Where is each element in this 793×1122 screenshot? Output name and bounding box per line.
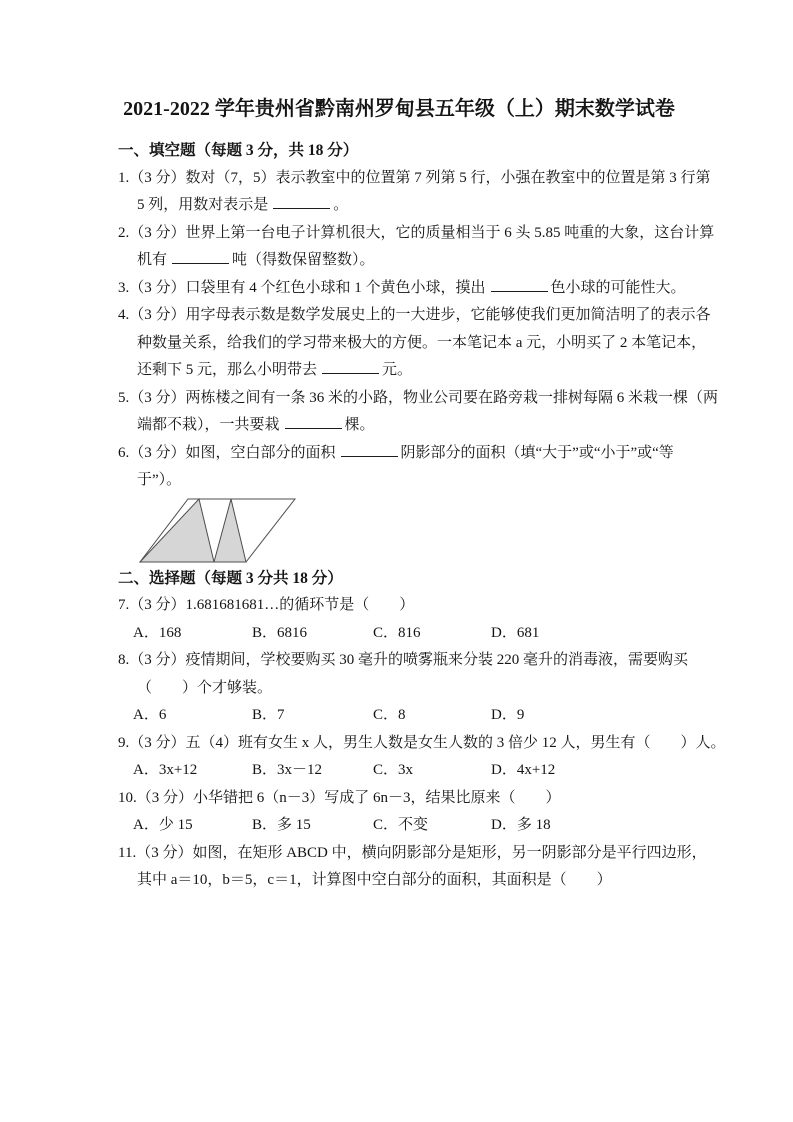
q6-parallelogram-figure xyxy=(118,495,680,565)
question-q4-line-2: 种数量关系，给我们的学习带来极大的方便。一本笔记本 a 元，小明买了 2 本笔记本， xyxy=(137,334,707,351)
question-q4-line-3: 还剩下 5 元，那么小明带去 元。 xyxy=(118,357,680,385)
question-q5-line-1: 5.（3 分）两栋楼之间有一条 36 米的小路，物业公司要在路旁栽一排树每隔 6 米栽一棵（两 xyxy=(118,389,719,406)
question-q1-line-2: 5 列，用数对表示是 。 xyxy=(118,192,680,220)
question-q8-line-2: （ ）个才够装。 xyxy=(137,679,273,696)
question-q10-options xyxy=(118,812,680,840)
question-q8-option-B: B．7 xyxy=(252,707,285,723)
question-q11-line-2: 其中 a＝10，b＝5，c＝1，计算图中空白部分的面积，其面积是（ ） xyxy=(137,872,612,888)
answer-blank xyxy=(285,413,342,429)
question-q7-option-C: C．816 xyxy=(373,624,421,641)
section-2-heading: 二、选择题（每题 3 分共 18 分） xyxy=(118,569,343,587)
question-q7-options xyxy=(118,620,680,648)
question-q9-option-B: B．3x－12 xyxy=(252,762,323,778)
document-body xyxy=(118,96,726,895)
answer-blank xyxy=(172,248,229,264)
question-q3-line-1: 3.（3 分）口袋里有 4 个红色小球和 1 个黄色小球，摸出 色小球的可能性大。 xyxy=(118,275,680,303)
question-q7-option-D: D．681 xyxy=(491,624,540,641)
question-q8-options xyxy=(118,702,680,730)
question-q10-option-C: C．不变 xyxy=(373,817,429,833)
question-q4-line-1: 4.（3 分）用字母表示数是数学发展史上的一大进步，它能够使我们更加简洁明了的表示各 xyxy=(118,307,711,323)
answer-blank xyxy=(322,358,379,374)
question-q9-line-1: 9.（3 分）五（4）班有女生 x 人，男生人数是女生人数的 3 倍少 12 人，男生有（ ）人。 xyxy=(118,734,726,751)
questions-container xyxy=(118,137,726,895)
parallelogram-figure-svg xyxy=(136,495,301,565)
answer-blank xyxy=(273,193,330,209)
question-q11-line-1: 11.（3 分）如图，在矩形 ABCD 中，横向阴影部分是矩形，另一阴影部分是平行四边形， xyxy=(118,844,707,861)
question-q7-option-A: A．168 xyxy=(133,624,182,641)
question-q10-option-D: D．多 18 xyxy=(491,817,551,833)
question-q9-option-D: D．4x+12 xyxy=(491,762,556,778)
question-q9-option-A: A．3x+12 xyxy=(133,762,198,778)
question-q10-option-B: B．多 15 xyxy=(252,817,311,833)
section-1-heading: 一、填空题（每题 3 分，共 18 分） xyxy=(118,142,359,159)
question-q2-line-1: 2.（3 分）世界上第一台电子计算机很大，它的质量相当于 6 头 5.85 吨重的大象，这台计算 xyxy=(118,224,715,241)
question-q8-option-D: D．9 xyxy=(491,707,525,723)
question-q5-line-2: 端都不栽），一共要栽 棵。 xyxy=(118,412,680,440)
answer-blank xyxy=(491,276,548,292)
question-q10-line-1: 10.（3 分）小华错把 6（n－3）写成了 6n－3，结果比原来（ ） xyxy=(118,789,561,806)
question-q9-options xyxy=(118,757,680,785)
question-q10-option-A: A．少 15 xyxy=(133,817,193,833)
question-q7-line-1: 7.（3 分）1.681681681…的循环节是（ ） xyxy=(118,597,415,613)
question-q7-option-B: B．6816 xyxy=(252,624,308,641)
question-q8-option-C: C．8 xyxy=(373,707,406,723)
answer-blank xyxy=(341,441,398,457)
question-q8-line-1: 8.（3 分）疫情期间，学校要购买 30 毫升的喷雾瓶来分装 220 毫升的消毒液，需要购买 xyxy=(118,652,689,668)
page-title: 2021-2022 学年贵州省黔南州罗甸县五年级（上）期末数学试卷 xyxy=(123,98,675,120)
question-q6-line-1: 6.（3 分）如图，空白部分的面积 阴影部分的面积（填“大于”或“小于”或“等 xyxy=(118,440,680,468)
question-q6-line-2: 于”）。 xyxy=(137,472,182,488)
question-q9-option-C: C．3x xyxy=(373,762,414,778)
question-q8-option-A: A．6 xyxy=(133,707,167,723)
question-q2-line-2: 机有 吨（得数保留整数）。 xyxy=(118,247,680,275)
question-q1-line-1: 1.（3 分）数对（7，5）表示教室中的位置第 7 列第 5 行，小强在教室中的位置是第 3 行第 xyxy=(118,169,711,186)
